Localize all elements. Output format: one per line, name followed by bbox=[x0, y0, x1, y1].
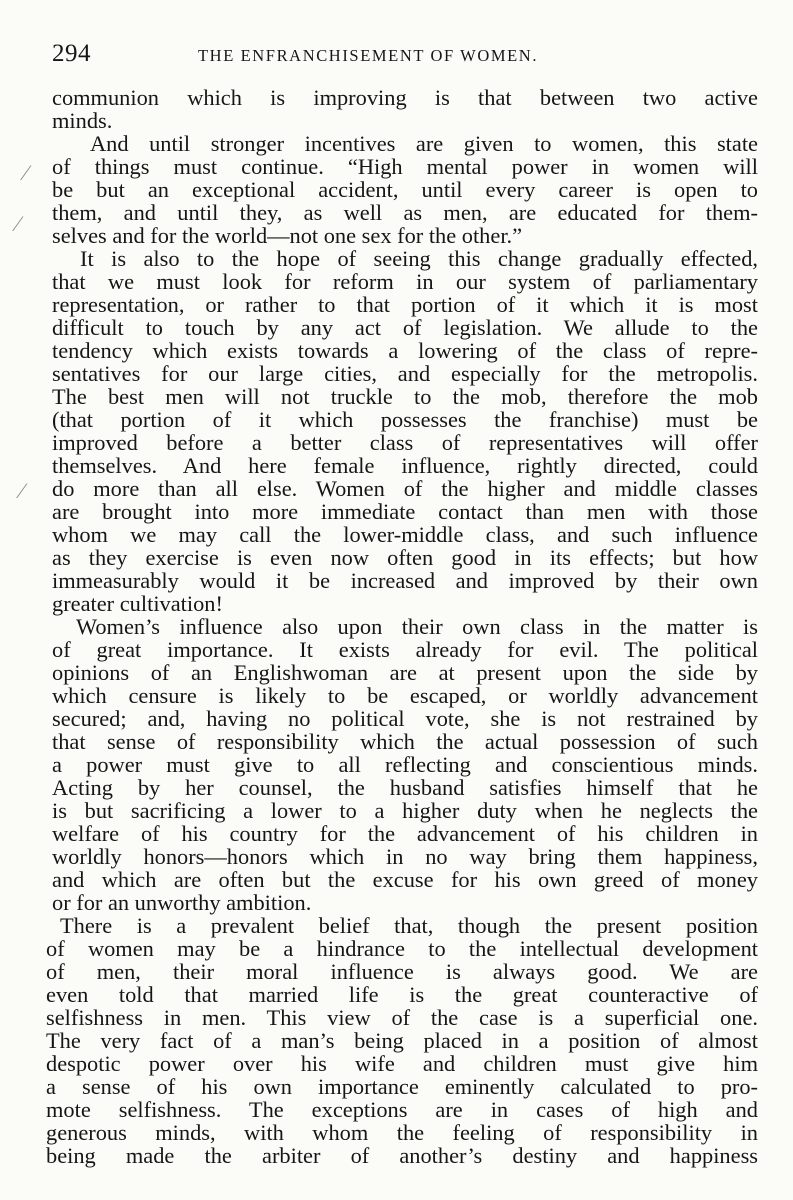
text-line: as they exercise is even now often good in its effects; but how bbox=[52, 545, 758, 570]
margin-pencil-mark: ⁄ bbox=[24, 160, 28, 185]
text-line: of women may be a hindrance to the intellectual development bbox=[46, 936, 758, 961]
text-line: of men, their moral influence is always good. We are bbox=[46, 959, 758, 984]
text-line: do more than all else. Women of the higher and middle classes bbox=[52, 476, 758, 501]
text-line: There is a prevalent belief that, though the present position bbox=[60, 913, 758, 938]
text-line: a sense of his own importance eminently calculated to pro- bbox=[46, 1074, 758, 1099]
text-line: greater cultivation! bbox=[52, 591, 223, 616]
text-line: welfare of his country for the advancement of his children in bbox=[52, 821, 758, 846]
text-line: selfishness in men. This view of the case is a superficial one. bbox=[46, 1005, 758, 1030]
text-line: worldly honors—honors which in no way bring them happiness, bbox=[52, 844, 758, 869]
text-line: of things must continue. “High mental power in women will bbox=[52, 154, 758, 179]
text-line: are brought into more immediate contact than men with those bbox=[52, 499, 758, 524]
text-line: and which are often but the excuse for his own greed of money bbox=[52, 867, 758, 892]
page-number: 294 bbox=[52, 40, 91, 67]
text-line: being made the arbiter of another’s destiny and happiness bbox=[46, 1143, 758, 1168]
text-line: them, and until they, as well as men, are educated for them- bbox=[52, 200, 758, 225]
text-line: The best men will not truckle to the mob, therefore the mob bbox=[52, 384, 758, 409]
text-line: that we must look for reform in our system of parliamentary bbox=[52, 269, 758, 294]
text-line: representation, or rather to that portion of it which it is most bbox=[52, 292, 758, 317]
text-line: sentatives for our large cities, and especially for the metropolis. bbox=[52, 361, 758, 386]
text-line: or for an unworthy ambition. bbox=[52, 890, 312, 915]
text-line: (that portion of it which possesses the franchise) must be bbox=[52, 407, 758, 432]
text-line: themselves. And here female influence, rightly directed, could bbox=[52, 453, 758, 478]
text-line: communion which is improving is that between two active bbox=[52, 85, 758, 110]
text-line: is but sacrificing a lower to a higher duty when he neglects the bbox=[52, 798, 758, 823]
text-line: secured; and, having no political vote, she is not restrained by bbox=[52, 706, 758, 731]
text-line: opinions of an Englishwoman are at present upon the side by bbox=[52, 660, 758, 685]
text-line: even told that married life is the great counteractive of bbox=[46, 982, 758, 1007]
text-line: immeasurably would it be increased and improved by their own bbox=[52, 568, 758, 593]
text-line: that sense of responsibility which the actual possession of such bbox=[52, 729, 758, 754]
text-line: Women’s influence also upon their own class in the matter is bbox=[76, 614, 758, 639]
text-line: a power must give to all reflecting and conscientious minds. bbox=[52, 752, 758, 777]
text-line: minds. bbox=[52, 108, 113, 133]
text-line: It is also to the hope of seeing this change gradually effected, bbox=[80, 246, 758, 271]
running-title: THE ENFRANCHISEMENT OF WOMEN. bbox=[198, 46, 539, 65]
text-line: which censure is likely to be escaped, or worldly advancement bbox=[52, 683, 758, 708]
text-line: despotic power over his wife and children must give him bbox=[46, 1051, 758, 1076]
margin-pencil-mark: ⁄ bbox=[16, 211, 20, 236]
text-line: mote selfishness. The exceptions are in cases of high and bbox=[46, 1097, 758, 1122]
margin-pencil-mark: ⁄ bbox=[20, 478, 24, 503]
text-line: tendency which exists towards a lowering of the class of repre- bbox=[52, 338, 758, 363]
text-line: And until stronger incentives are given to women, this state bbox=[90, 131, 758, 156]
text-line: improved before a better class of representatives will offer bbox=[52, 430, 758, 455]
text-line: whom we may call the lower-middle class, and such influence bbox=[52, 522, 758, 547]
text-line: difficult to touch by any act of legislation. We allude to the bbox=[52, 315, 758, 340]
text-line: be but an exceptional accident, until every career is open to bbox=[52, 177, 758, 202]
running-header bbox=[52, 40, 760, 70]
text-line: generous minds, with whom the feeling of responsibility in bbox=[46, 1120, 758, 1145]
text-line: Acting by her counsel, the husband satisfies himself that he bbox=[52, 775, 758, 800]
text-line: of great importance. It exists already for evil. The political bbox=[52, 637, 758, 662]
text-line: selves and for the world—not one sex for the other.” bbox=[52, 223, 523, 248]
text-line: The very fact of a man’s being placed in a position of almost bbox=[46, 1028, 758, 1053]
